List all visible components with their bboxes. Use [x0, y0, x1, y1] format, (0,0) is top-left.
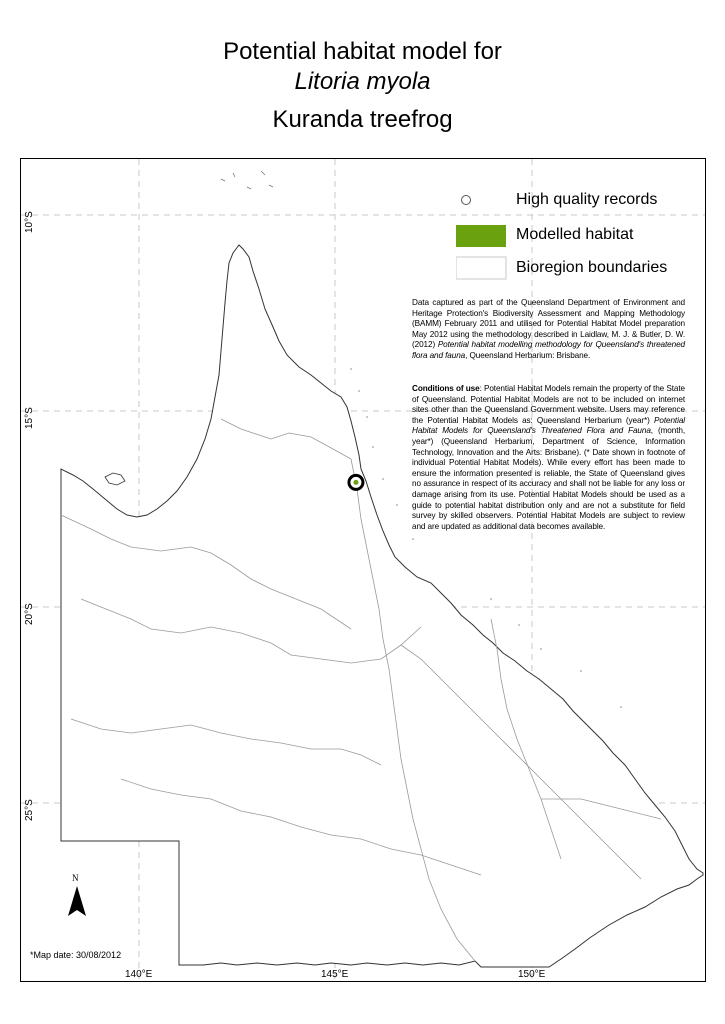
lon-label-140: 140°E: [125, 969, 153, 980]
lat-label-15: 15°S: [24, 407, 35, 429]
lon-label-145: 145°E: [321, 969, 349, 980]
record-symbol-icon: [462, 196, 471, 205]
map-frame: [20, 158, 706, 982]
record-marker-habitat: [353, 480, 358, 485]
lat-label-25: 25°S: [24, 799, 35, 821]
gulf-island: [105, 473, 125, 485]
legend-bioregion-label: Bioregion boundaries: [516, 259, 668, 276]
lat-label-10: 10°S: [24, 211, 35, 233]
legend-habitat-label: Modelled habitat: [516, 226, 634, 243]
map-canvas: [21, 159, 706, 982]
lat-label-20: 20°S: [24, 603, 35, 625]
common-name: Kuranda treefrog: [272, 106, 453, 133]
habitat-swatch-icon: [456, 225, 506, 247]
records-layer: [349, 475, 363, 489]
north-arrow-icon: [66, 886, 88, 918]
conditions-of-use: Conditions of use: Potential Habitat Models remain the property of the State of Queensland. Potential Habitat Models are not to be included on internet sites other than the Queensland Government website. Users may reference the Potential Habitat Models as: Queensland Herbarium (year*) Potential Habitat Models for Queensland's Threatened Flora and Fauna, (month, year*) (Queensland Herbarium, Department of Science, Information Technology, Innovation and the Arts: Brisbane). (* Date shown in footnote of individual Potential Habitat Models). While every effort has been made to ensure the information presented is reliable, the State of Queensland gives no assurance in respect of its accuracy and shall not be liable for any loss or damage arising from its use. Potential Habitat Models should be used as a guide to potential habitat distribution only and are not a substitute for field survey by skilled observers. Potential Habitat Models are subject to review and are updated as additional data becomes available.: [412, 384, 685, 531]
lon-label-150: 150°E: [518, 969, 546, 980]
data-note: Data captured as part of the Queensland Department of Environment and Heritage Protection's Biodiversity Assessment and Mapping Methodology (BAMM) February 2011 and utilised for Potential Habitat Model preparation May 2012 using the methodology described in Laidlaw, M. J. & Butler, D. W. (2012) Potential habitat modelling methodology for Queensland's threatened flora and fauna, Queensland Herbarium: Brisbane.: [412, 298, 685, 360]
legend-records-label: High quality records: [516, 191, 658, 208]
map-date: *Map date: 30/08/2012: [30, 950, 122, 960]
title-line-1: Potential habitat model for: [223, 38, 502, 65]
north-label: N: [72, 873, 79, 883]
legend-symbols: [456, 190, 512, 280]
species-name: Litoria myola: [294, 68, 431, 95]
torres-islands: [221, 171, 273, 189]
bioregion-swatch-icon: [456, 257, 506, 279]
